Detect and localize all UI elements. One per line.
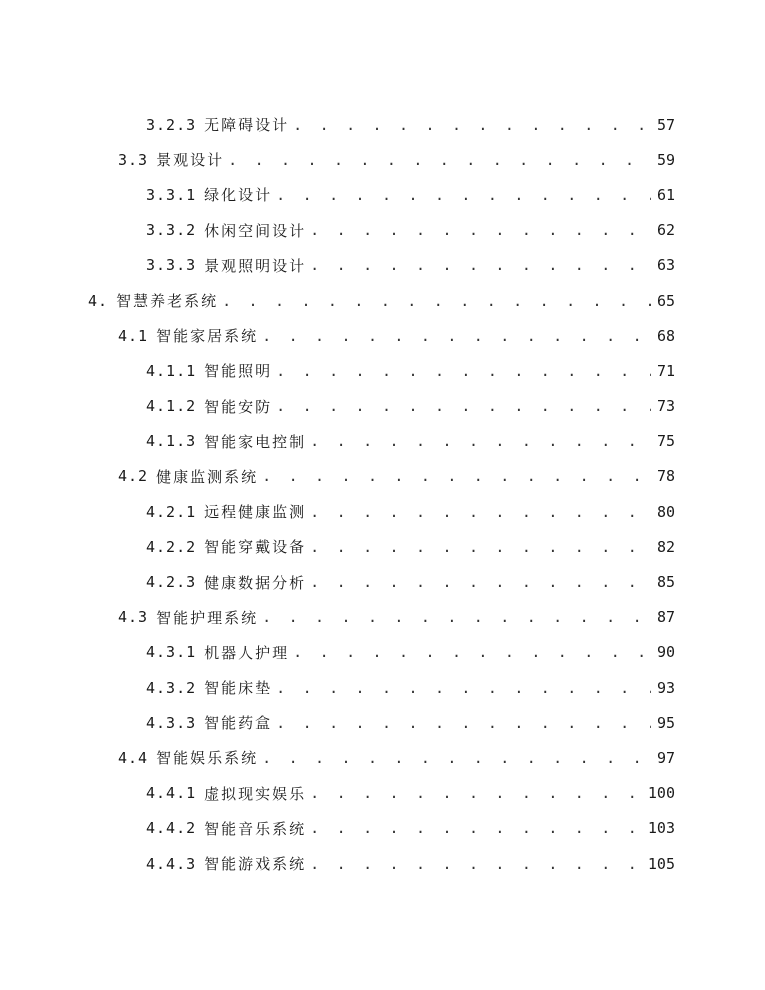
- toc-entry-title: 智能家电控制: [204, 432, 307, 451]
- toc-entry[interactable]: [0, 811, 765, 846]
- toc-entry-number: 4.1: [118, 326, 149, 345]
- toc-entry[interactable]: [0, 846, 765, 881]
- toc-entry-title: 智能床垫: [204, 679, 273, 698]
- toc-entry-title: 健康数据分析: [204, 573, 307, 592]
- toc-entry-page: 93: [656, 678, 675, 697]
- toc-entry[interactable]: [0, 459, 765, 494]
- toc-dot-leader: [293, 643, 651, 661]
- toc-dot-leader: [310, 221, 651, 239]
- toc-entry[interactable]: [0, 283, 765, 318]
- toc-entry-page: 68: [656, 326, 675, 345]
- toc-entry-number: 4.2.1: [146, 502, 197, 521]
- toc-entry-title: 景观照明设计: [204, 256, 307, 275]
- toc-entry-number: 4.2.2: [146, 537, 197, 556]
- toc-entry-page: 63: [656, 256, 675, 275]
- toc-entry-page: 65: [656, 291, 675, 310]
- toc-entry-page: 61: [656, 185, 675, 204]
- toc-entry[interactable]: [0, 635, 765, 670]
- toc-entry-number: 4.2: [118, 467, 149, 486]
- toc-dot-leader: [293, 116, 651, 134]
- toc-entry-title: 智能穿戴设备: [204, 538, 307, 557]
- toc-entry-title: 绿化设计: [204, 186, 273, 205]
- toc-entry[interactable]: [0, 494, 765, 529]
- toc-entry[interactable]: [0, 389, 765, 424]
- toc-entry[interactable]: [0, 424, 765, 459]
- toc-entry-page: 87: [656, 608, 675, 627]
- toc-entry-page: 62: [656, 221, 675, 240]
- toc-entry-title: 景观设计: [156, 151, 225, 170]
- toc-entry-page: 97: [656, 748, 675, 767]
- toc-entry-number: 4.3.1: [146, 643, 197, 662]
- toc-entry-page: 73: [656, 397, 675, 416]
- toc-entry-number: 4.1.3: [146, 432, 197, 451]
- toc-entry-number: 4.4: [118, 748, 149, 767]
- toc-dot-leader: [276, 679, 651, 697]
- toc-dot-leader: [310, 503, 651, 521]
- toc-entry-page: 80: [656, 502, 675, 521]
- toc-entry[interactable]: [0, 705, 765, 740]
- table-of-contents: [0, 107, 765, 881]
- toc-dot-leader: [276, 397, 651, 415]
- toc-dot-leader: [276, 186, 651, 204]
- toc-entry-page: 57: [656, 115, 675, 134]
- toc-entry-number: 4.3.2: [146, 678, 197, 697]
- toc-dot-leader: [310, 256, 651, 274]
- toc-dot-leader: [310, 819, 642, 837]
- toc-entry-number: 4.3.3: [146, 713, 197, 732]
- toc-entry-title: 智能娱乐系统: [156, 749, 259, 768]
- toc-entry-title: 智慧养老系统: [116, 292, 219, 311]
- toc-entry-number: 3.2.3: [146, 115, 197, 134]
- toc-dot-leader: [228, 151, 651, 169]
- toc-entry-number: 4.1.2: [146, 397, 197, 416]
- toc-entry-title: 无障碍设计: [204, 116, 290, 135]
- toc-entry-title: 智能护理系统: [156, 608, 259, 627]
- toc-entry-number: 4.1.1: [146, 361, 197, 380]
- toc-dot-leader: [310, 855, 642, 873]
- toc-entry-page: 85: [656, 573, 675, 592]
- toc-entry[interactable]: [0, 740, 765, 775]
- toc-dot-leader: [310, 538, 651, 556]
- toc-entry-page: 59: [656, 150, 675, 169]
- toc-entry[interactable]: [0, 177, 765, 212]
- toc-entry-title: 智能药盒: [204, 714, 273, 733]
- toc-entry[interactable]: [0, 353, 765, 388]
- toc-dot-leader: [310, 573, 651, 591]
- toc-dot-leader: [262, 467, 651, 485]
- toc-entry[interactable]: [0, 107, 765, 142]
- toc-entry-title: 远程健康监测: [204, 503, 307, 522]
- toc-dot-leader: [262, 608, 651, 626]
- toc-entry-title: 智能照明: [204, 362, 273, 381]
- toc-entry-number: 4.3: [118, 608, 149, 627]
- toc-entry-title: 休闲空间设计: [204, 221, 307, 240]
- toc-entry-title: 智能游戏系统: [204, 855, 307, 874]
- toc-entry[interactable]: [0, 564, 765, 599]
- toc-entry-page: 75: [656, 432, 675, 451]
- toc-entry-number: 3.3.3: [146, 256, 197, 275]
- toc-dot-leader: [262, 749, 651, 767]
- toc-entry-page: 100: [647, 784, 675, 803]
- toc-entry-page: 105: [647, 854, 675, 873]
- toc-entry[interactable]: [0, 776, 765, 811]
- toc-entry-title: 虚拟现实娱乐: [204, 784, 307, 803]
- toc-entry-number: 4.: [88, 291, 109, 310]
- toc-entry-title: 机器人护理: [204, 643, 290, 662]
- toc-entry-number: 4.4.2: [146, 819, 197, 838]
- toc-dot-leader: [276, 362, 651, 380]
- toc-entry-number: 4.2.3: [146, 573, 197, 592]
- toc-entry-number: 3.3.1: [146, 185, 197, 204]
- toc-entry-page: 82: [656, 537, 675, 556]
- toc-dot-leader: [310, 432, 651, 450]
- toc-entry-title: 健康监测系统: [156, 467, 259, 486]
- toc-entry-page: 95: [656, 713, 675, 732]
- toc-entry-title: 智能家居系统: [156, 327, 259, 346]
- toc-entry[interactable]: [0, 213, 765, 248]
- toc-entry-page: 103: [647, 819, 675, 838]
- toc-entry[interactable]: [0, 318, 765, 353]
- toc-entry-title: 智能音乐系统: [204, 819, 307, 838]
- toc-entry-title: 智能安防: [204, 397, 273, 416]
- toc-dot-leader: [310, 784, 642, 802]
- toc-entry-number: 3.3: [118, 150, 149, 169]
- toc-entry-number: 4.4.3: [146, 854, 197, 873]
- toc-entry-page: 78: [656, 467, 675, 486]
- toc-dot-leader: [276, 714, 651, 732]
- toc-entry-number: 4.4.1: [146, 784, 197, 803]
- toc-entry[interactable]: [0, 670, 765, 705]
- toc-entry[interactable]: [0, 600, 765, 635]
- toc-entry-page: 90: [656, 643, 675, 662]
- toc-entry[interactable]: [0, 529, 765, 564]
- toc-entry-page: 71: [656, 361, 675, 380]
- toc-entry[interactable]: [0, 142, 765, 177]
- toc-dot-leader: [262, 327, 651, 345]
- toc-dot-leader: [222, 292, 651, 310]
- toc-entry[interactable]: [0, 248, 765, 283]
- toc-entry-number: 3.3.2: [146, 221, 197, 240]
